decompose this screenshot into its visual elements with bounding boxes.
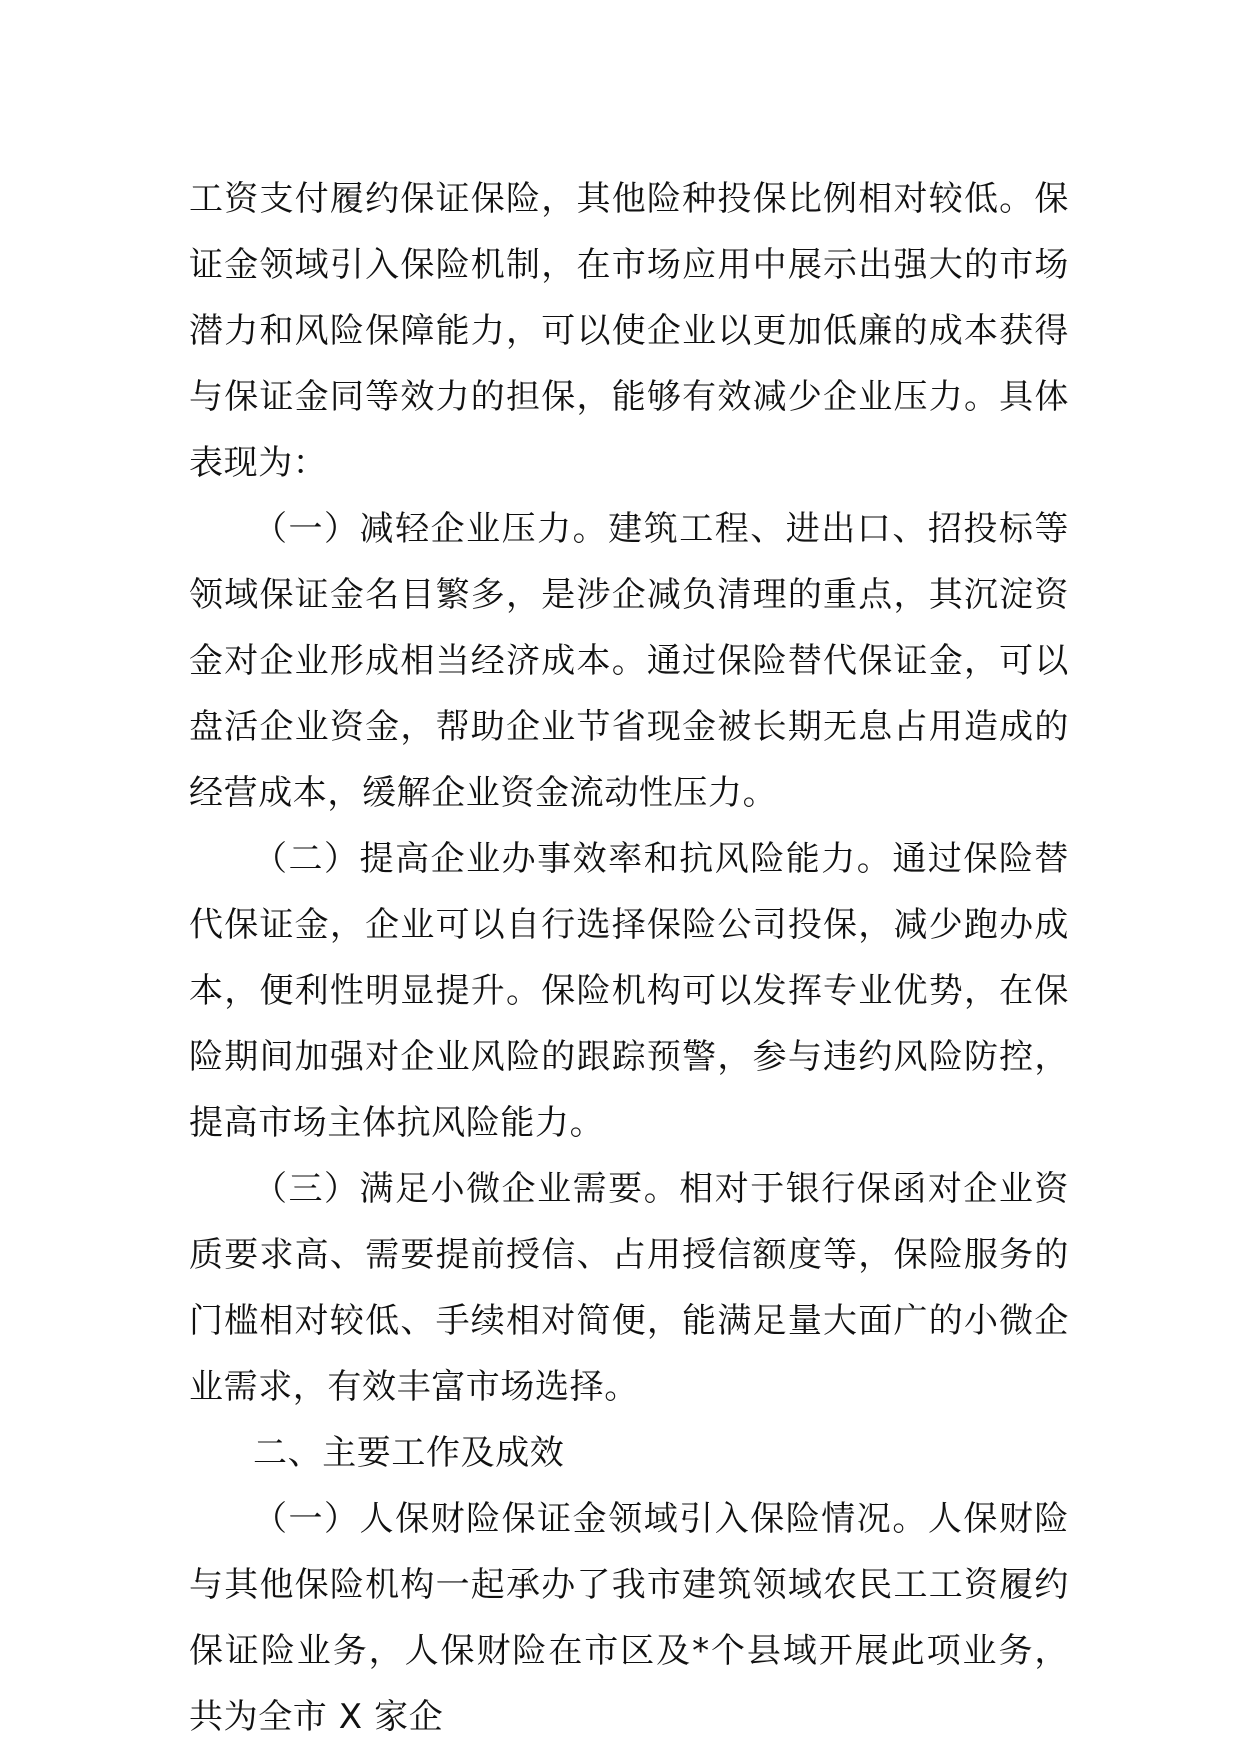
document-body xyxy=(189,166,1069,1750)
paragraph-small-business: （三）满足小微企业需要。相对于银行保函对企业资质要求高、需要提前授信、占用授信额度等，保险服务的门槛相对较低、手续相对简便，能满足量大面广的小微企业需求，有效丰富市场选择。 xyxy=(189,1169,1069,1407)
section-heading: 二、主要工作及成效 xyxy=(253,1433,565,1473)
paragraph-continuation: 工资支付履约保证保险，其他险种投保比例相对较低。保证金领域引入保险机制，在市场应用中展示出强大的市场潜力和风险保障能力，可以使企业以更加低廉的成本获得与保证金同等效力的担保，能够有效减少企业压力。具体表现为： xyxy=(189,179,1069,483)
paragraph-reduce-pressure: （一）减轻企业压力。建筑工程、进出口、招投标等领域保证金名目繁多，是涉企减负清理的重点，其沉淀资金对企业形成相当经济成本。通过保险替代保证金，可以盘活企业资金，帮助企业节省现金被长期无息占用造成的经营成本，缓解企业资金流动性压力。 xyxy=(189,509,1069,813)
paragraph-efficiency: （二）提高企业办事效率和抗风险能力。通过保险替代保证金，企业可以自行选择保险公司投保，减少跑办成本，便利性明显提升。保险机构可以发挥专业优势，在保险期间加强对企业风险的跟踪预警，参与违约风险防控，提高市场主体抗风险能力。 xyxy=(189,839,1069,1143)
paragraph-picc: （一）人保财险保证金领域引入保险情况。人保财险与其他保险机构一起承办了我市建筑领域农民工工资履约保证险业务，人保财险在市区及*个县域开展此项业务，共为全市 X 家企 xyxy=(189,1499,1069,1737)
